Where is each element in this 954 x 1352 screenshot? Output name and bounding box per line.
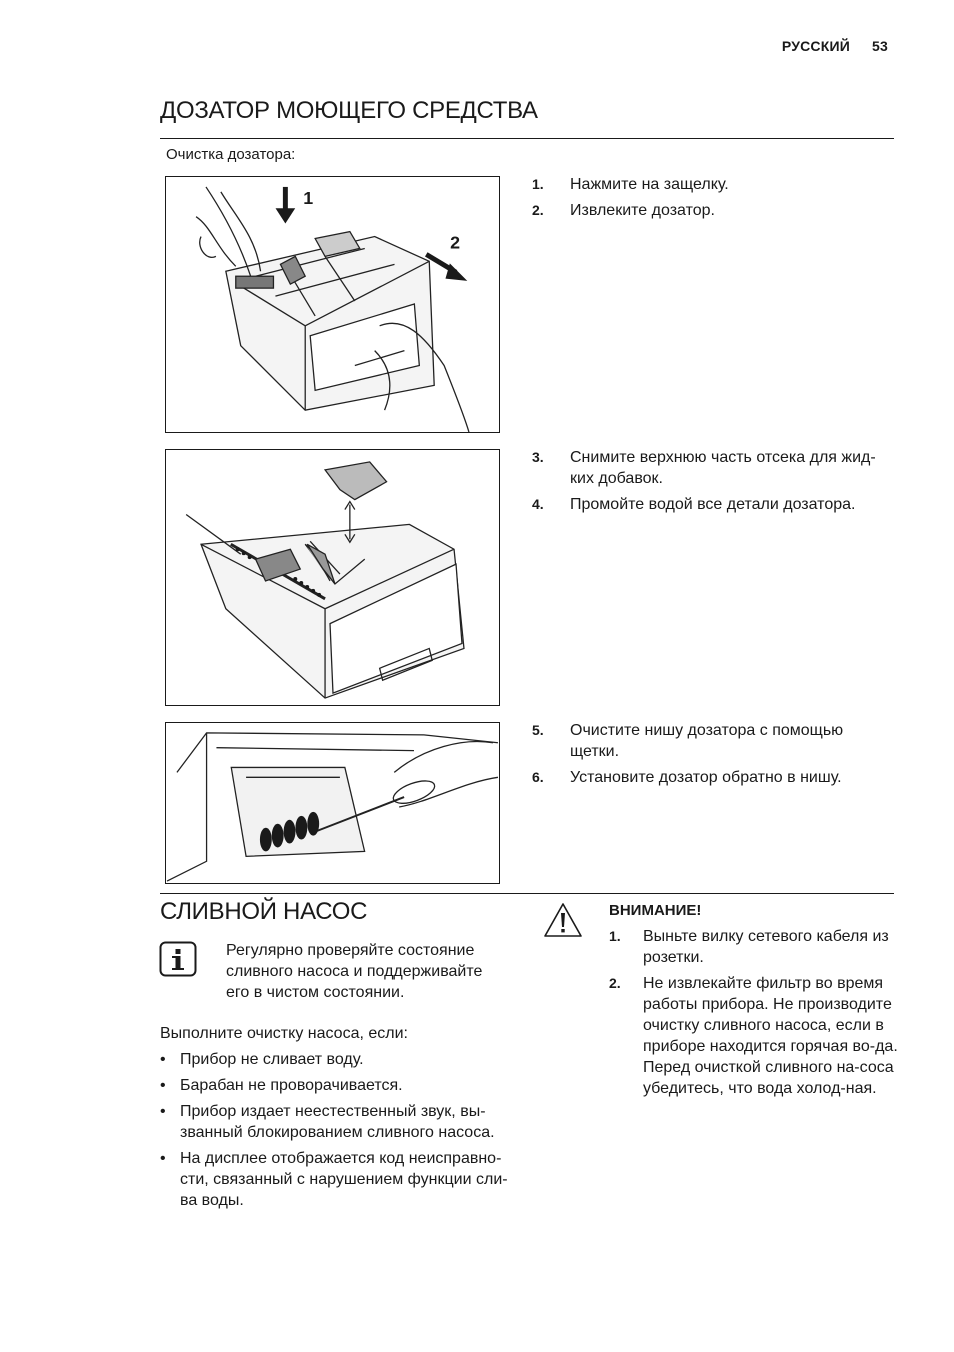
figure-label-2: 2 (450, 232, 461, 253)
list-item: • На дисплее отображается код неисправно-сти, связанный с нарушением функции сли-ва воды. (160, 1148, 510, 1211)
step-item (532, 494, 892, 515)
step-item (532, 174, 892, 195)
niche-cleaning-illustration (166, 723, 499, 883)
subsection-title: Очистка дозатора: (166, 146, 296, 163)
figure-remove-dispenser (165, 176, 500, 433)
step-number: 4. (532, 496, 544, 512)
step-text: Не извлекайте фильтр во время работы прибора. Не производите очистку сливного насоса, если в приборе находится горячая во-да. Перед очисткой сливного на-соса убедитесь, что вода холод-ная. (643, 975, 898, 1097)
step-number: 3. (532, 449, 544, 465)
list-item: • Прибор издает неестественный звук, вы-званный блокированием сливного насоса. (160, 1101, 510, 1143)
page-header (760, 38, 888, 54)
warning-step (609, 973, 899, 1099)
step-item (532, 767, 892, 788)
step-text: Снимите верхнюю часть отсека для жид-ких добавок. (570, 449, 876, 487)
step-text: Установите дозатор обратно в нишу. (570, 769, 842, 786)
step-text: Очистите нишу дозатора с помощью щетки. (570, 722, 844, 760)
step-text: Извлеките дозатор. (570, 202, 715, 219)
step-number: 6. (532, 769, 544, 785)
page-number: 53 (872, 38, 888, 54)
figure-clean-niche (165, 722, 500, 884)
pump-conditions-list (160, 1049, 510, 1216)
info-note: Регулярно проверяйте состояние сливного насоса и поддерживайте его в чистом состоянии. (226, 942, 483, 1001)
step-text: Нажмите на защелку. (570, 176, 729, 193)
step-text: Выньте вилку сетевого кабеля из розетки. (643, 928, 889, 966)
warning-icon (543, 902, 583, 938)
list-item: • Барабан не проворачивается. (160, 1075, 510, 1096)
steps-group-3 (532, 720, 892, 793)
steps-group-1 (532, 174, 892, 226)
step-text: Промойте водой все детали дозатора. (570, 496, 856, 513)
dispenser-removal-illustration (166, 177, 499, 432)
steps-group-2 (532, 447, 892, 520)
warning-steps (609, 926, 899, 1104)
list-item: • Прибор не сливает воду. (160, 1049, 510, 1070)
section-title-dispenser: ДОЗАТОР МОЮЩЕГО СРЕДСТВА (160, 97, 538, 124)
step-item (532, 200, 892, 221)
warning-title: ВНИМАНИЕ! (609, 902, 702, 919)
step-item (532, 720, 892, 762)
dispenser-parts-illustration (166, 450, 499, 705)
step-number: 1. (609, 928, 621, 944)
step-number: 1. (532, 176, 544, 192)
section-divider (160, 138, 894, 139)
step-item (532, 447, 892, 489)
figure-clean-parts (165, 449, 500, 706)
pump-intro: Выполните очистку насоса, если: (160, 1025, 408, 1042)
info-icon (159, 941, 197, 977)
section-title-drain-pump: СЛИВНОЙ НАСОС (160, 898, 368, 925)
step-number: 5. (532, 722, 544, 738)
step-number: 2. (532, 202, 544, 218)
header-language: РУССКИЙ (781, 38, 851, 54)
section-divider (160, 893, 894, 894)
figure-label-1: 1 (303, 187, 314, 208)
step-number: 2. (609, 975, 621, 991)
warning-step (609, 926, 899, 968)
